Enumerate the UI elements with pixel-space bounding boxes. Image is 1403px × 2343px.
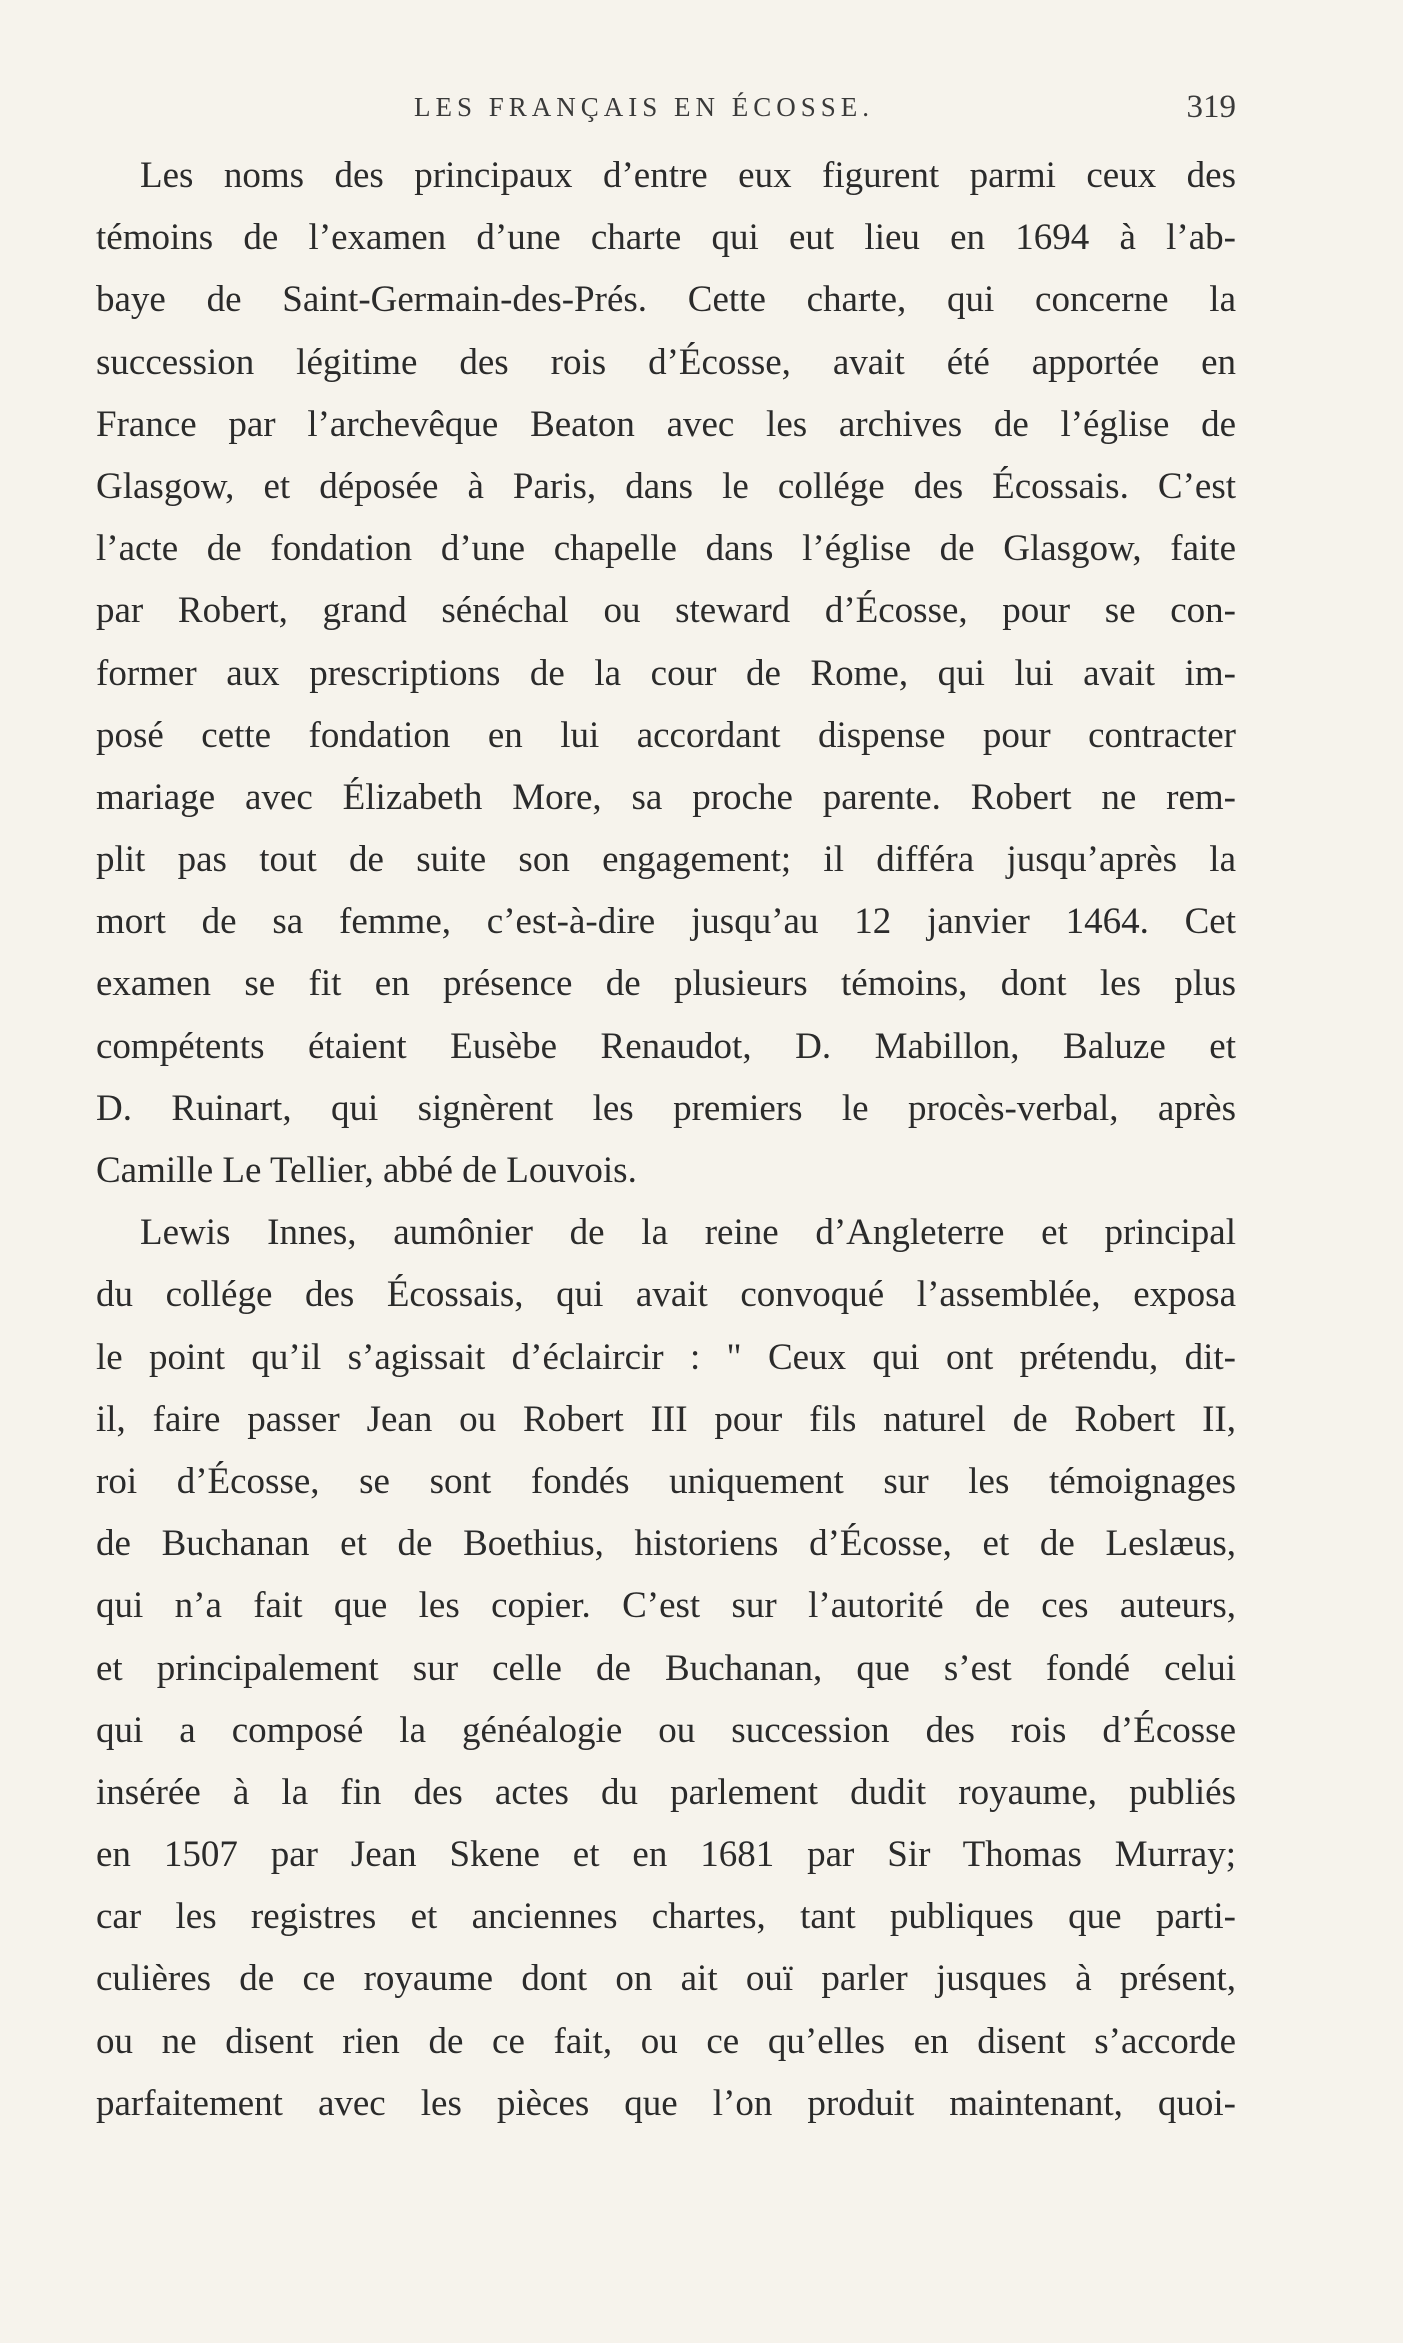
text-line: par Robert, grand sénéchal ou steward d’Écosse, pour se con-	[96, 590, 1236, 632]
page-number: 319	[1186, 89, 1236, 125]
text-line: mariage avec Élizabeth More, sa proche parente. Robert ne rem-	[96, 776, 1236, 818]
text-line: du collége des Écossais, qui avait convoqué l’assemblée, exposa	[96, 1274, 1236, 1316]
text-line: il, faire passer Jean ou Robert III pour fils naturel de Robert II,	[96, 1398, 1236, 1440]
text-line: baye de Saint-Germain-des-Prés. Cette charte, qui concerne la	[96, 279, 1236, 321]
text-line: ou ne disent rien de ce fait, ou ce qu’elles en disent s’accorde	[96, 2020, 1236, 2062]
text-line: culières de ce royaume dont on ait ouï parler jusques à présent,	[96, 1958, 1236, 2000]
text-line: en 1507 par Jean Skene et en 1681 par Sir Thomas Murray;	[96, 1834, 1236, 1876]
text-line: roi d’Écosse, se sont fondés uniquement sur les témoignages	[96, 1460, 1236, 1502]
text-line: le point qu’il s’agissait d’éclaircir : " Ceux qui ont prétendu, dit-	[96, 1336, 1236, 1378]
running-title: LES FRANÇAIS EN ÉCOSSE.	[414, 92, 875, 122]
text-line: parfaitement avec les pièces que l’on produit maintenant, quoi-	[96, 2082, 1236, 2124]
text-line: compétents étaient Eusèbe Renaudot, D. Mabillon, Baluze et	[96, 1025, 1236, 1067]
paragraph-1	[96, 145, 1236, 1202]
text-line: Camille Le Tellier, abbé de Louvois.	[96, 1150, 637, 1191]
paragraph-2	[96, 1202, 1236, 2135]
text-line: succession légitime des rois d’Écosse, avait été apportée en	[96, 341, 1236, 383]
text-line: de Buchanan et de Boethius, historiens d’Écosse, et de Leslæus,	[96, 1523, 1236, 1565]
text-line: France par l’archevêque Beaton avec les archives de l’église de	[96, 403, 1236, 445]
text-line: former aux prescriptions de la cour de Rome, qui lui avait im-	[96, 652, 1236, 694]
text-line: Les noms des principaux d’entre eux figurent parmi ceux des	[140, 155, 1236, 196]
text-line: qui n’a fait que les copier. C’est sur l’autorité de ces auteurs,	[96, 1585, 1236, 1627]
text-line: examen se fit en présence de plusieurs témoins, dont les plus	[96, 963, 1236, 1005]
body-text	[96, 145, 1236, 2135]
text-line: Lewis Innes, aumônier de la reine d’Angleterre et principal	[140, 1212, 1236, 1254]
text-line: car les registres et anciennes chartes, tant publiques que parti-	[96, 1896, 1236, 1938]
text-line: l’acte de fondation d’une chapelle dans l’église de Glasgow, faite	[96, 528, 1236, 570]
text-line: témoins de l’examen d’une charte qui eut lieu en 1694 à l’ab-	[96, 217, 1236, 259]
text-line: et principalement sur celle de Buchanan, que s’est fondé celui	[96, 1647, 1236, 1689]
text-line: Glasgow, et déposée à Paris, dans le collége des Écossais. C’est	[96, 465, 1236, 507]
text-line: D. Ruinart, qui signèrent les premiers le procès-verbal, après	[96, 1087, 1236, 1129]
text-line: plit pas tout de suite son engagement; il différa jusqu’après la	[96, 839, 1236, 881]
text-line: insérée à la fin des actes du parlement dudit royaume, publiés	[96, 1771, 1236, 1813]
text-line: mort de sa femme, c’est-à-dire jusqu’au 12 janvier 1464. Cet	[96, 901, 1236, 943]
text-line: posé cette fondation en lui accordant dispense pour contracter	[96, 714, 1236, 756]
text-line: qui a composé la généalogie ou succession des rois d’Écosse	[96, 1709, 1236, 1751]
running-head	[96, 89, 1236, 132]
